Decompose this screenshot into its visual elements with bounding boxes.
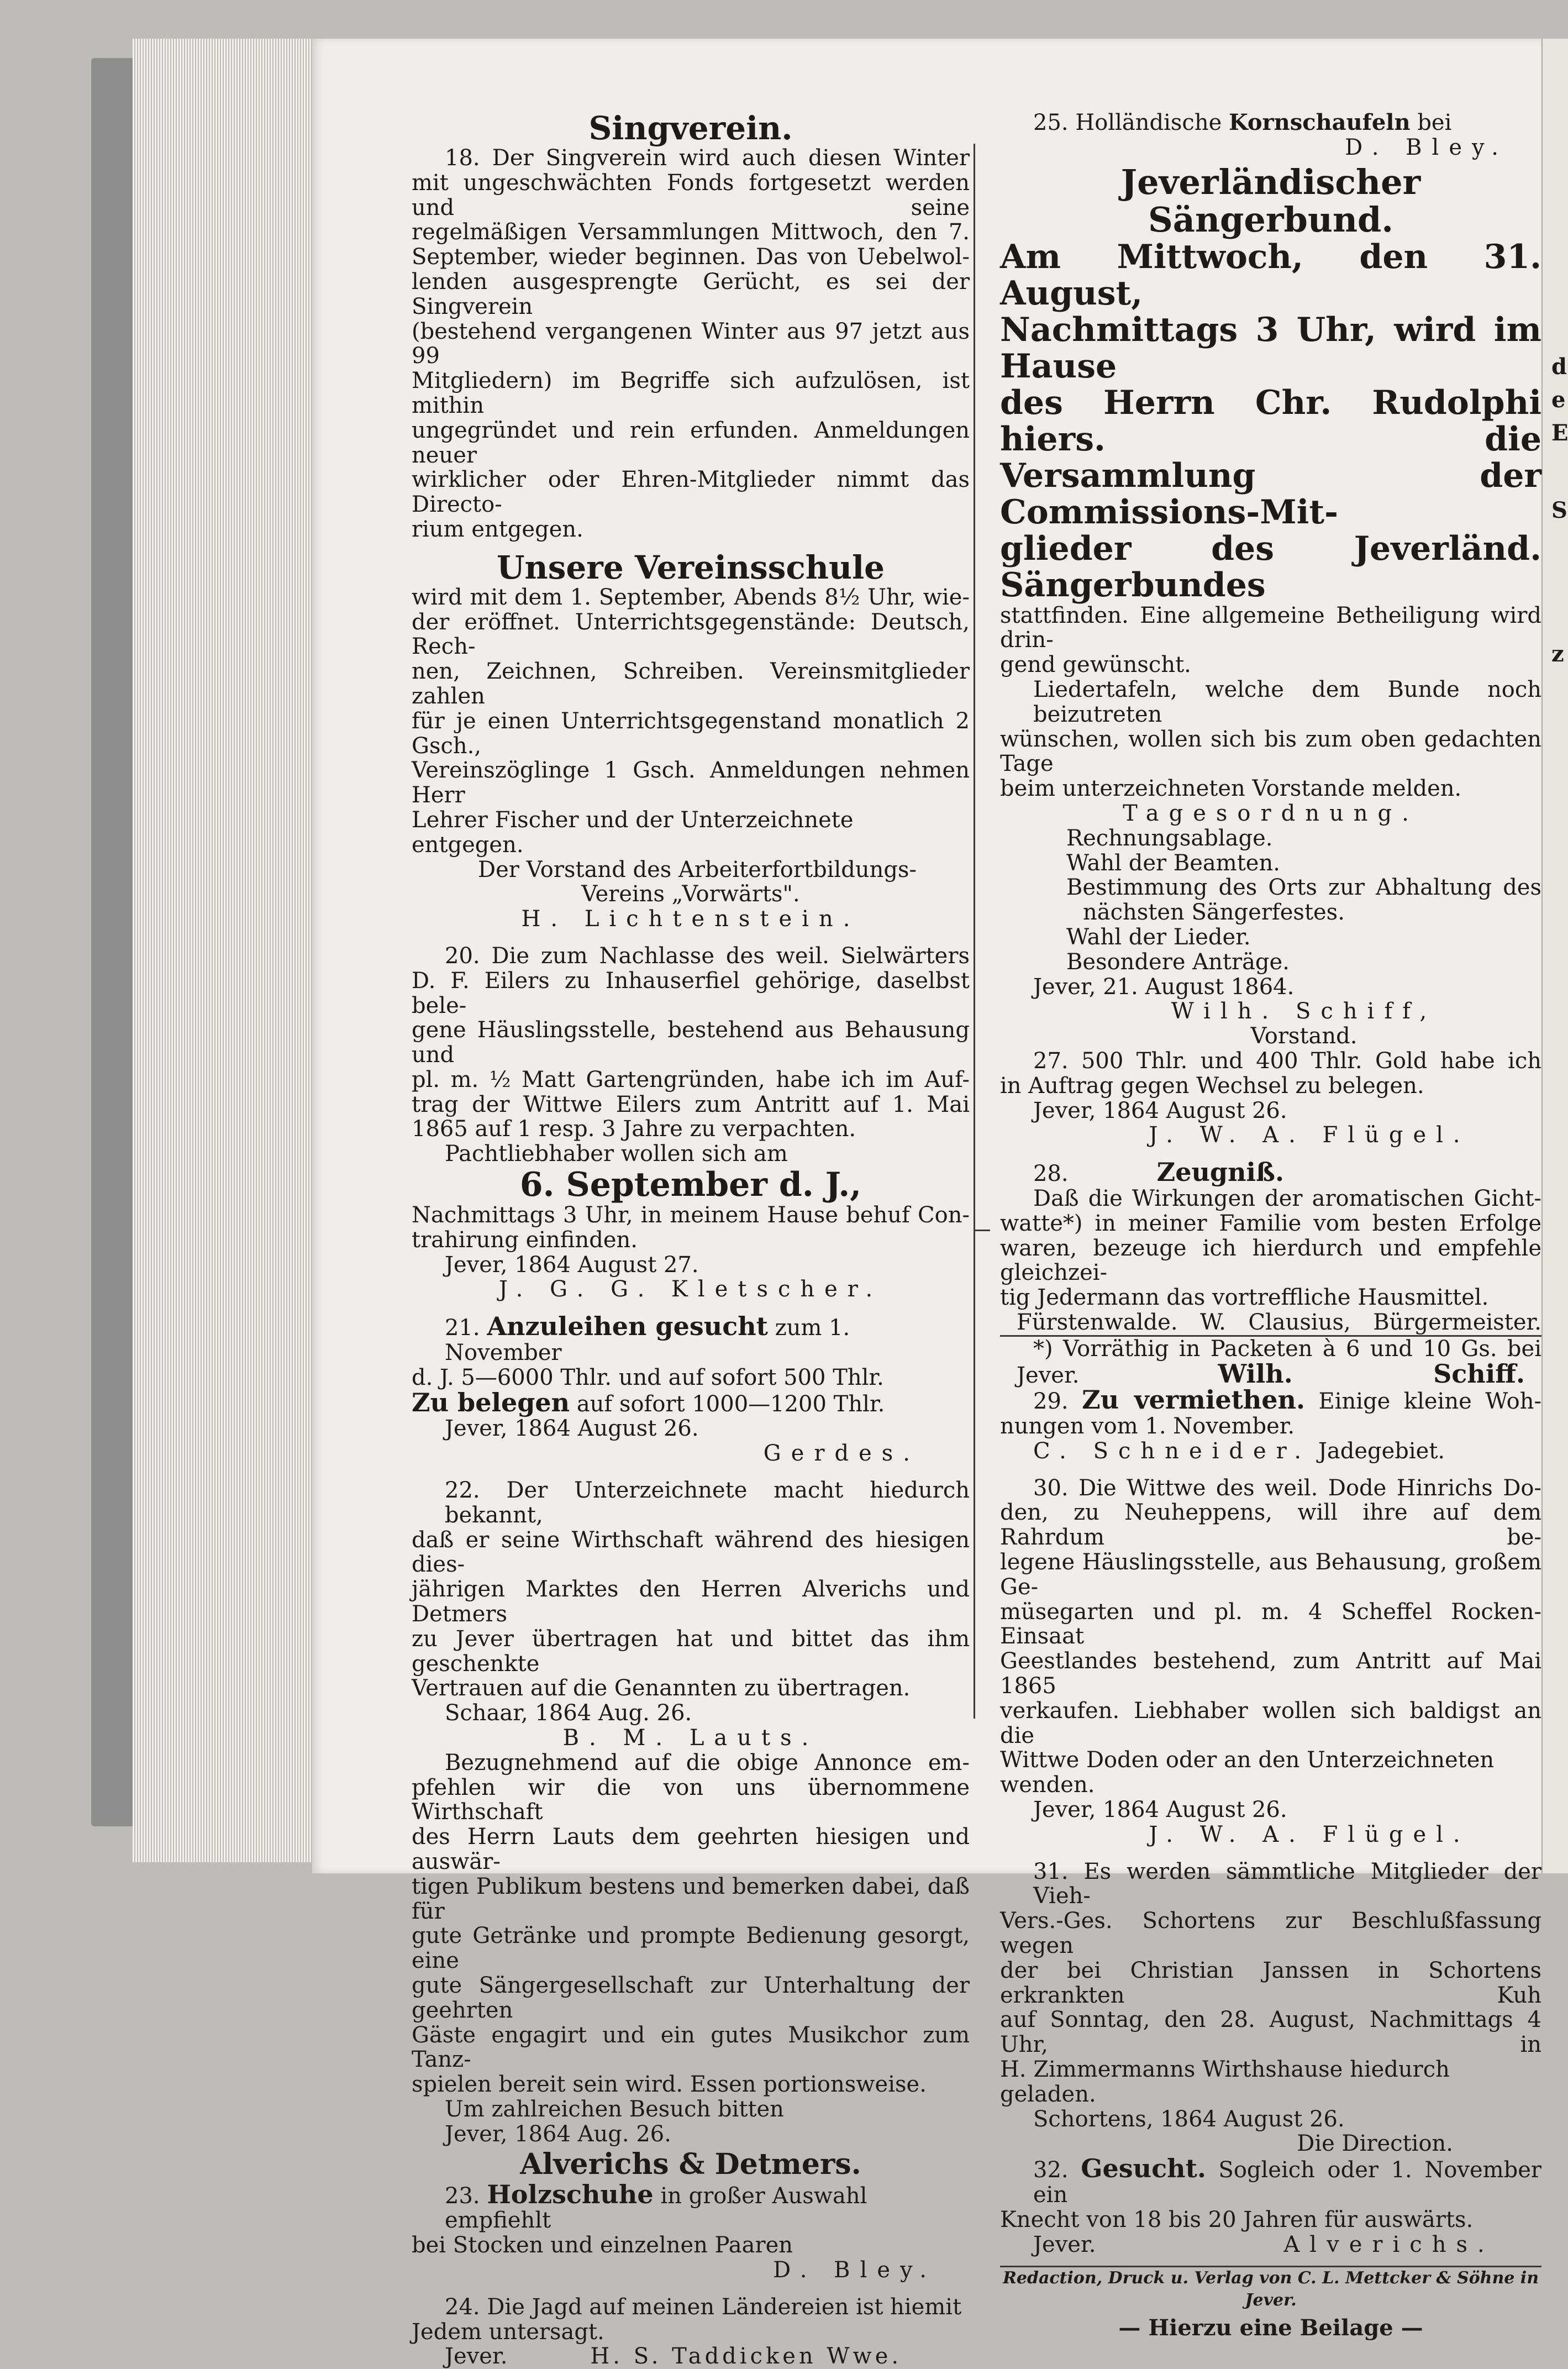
text-line: gene Häuslingsstelle, bestehend aus Behausung und (412, 1017, 970, 1068)
text-line: auf Sonntag, den 28. August, Nachmittags 4 Uhr, in (1000, 2007, 1541, 2058)
text-line: 24. Die Jagd auf meinen Ländereien ist hiemit (445, 2294, 962, 2320)
text-line: den, zu Neuheppens, will ihre auf dem Rahrdum be- (1000, 1500, 1541, 1551)
signature-name: J. W. A. Flügel. (1149, 1122, 1470, 1148)
signature-name: B. M. Lauts. (562, 1725, 819, 1751)
text-line: in großer Auswahl empfiehlt (445, 2183, 867, 2234)
text-line: 1865 auf 1 resp. 3 Jahre zu verpachten. (412, 1116, 856, 1142)
text-line: ungegründet und rein erfunden. Anmeldungen neuer (412, 417, 970, 468)
text-line: watte*) in meiner Familie vom besten Erfolge (1000, 1210, 1541, 1236)
text-line: Lehrer Fischer und der Unterzeichnete entgegen. (412, 807, 854, 858)
big-text-line: Am Mittwoch, den 31. August, (1000, 237, 1541, 313)
text-line: der bei Christian Janssen in Schortens erkrankten Kuh (1000, 1957, 1541, 2008)
edge-letter: S (1551, 497, 1567, 523)
divider-tick (974, 1230, 990, 1231)
ad-heading: Zeugniß. (1156, 1157, 1284, 1188)
signature-role: Vorstand. (1250, 1023, 1357, 1049)
text-line: Sogleich oder 1. November ein (1033, 2157, 1542, 2208)
ad-number: 21. (445, 1315, 480, 1341)
ad-heading: Anzuleihen gesucht (487, 1311, 768, 1342)
right-column (1000, 111, 1541, 2345)
signature-name: W. Clausius, Bürgermeister. (1200, 1309, 1541, 1335)
signature-name: Wilh. Schiff. (1218, 1358, 1525, 1389)
agenda-item: Rechnungsablage. (1066, 825, 1273, 851)
signature-name: J. G. G. Kletscher. (498, 1277, 883, 1302)
text-line: bei Stocken und einzelnen Paaren (412, 2233, 793, 2258)
left-column (412, 111, 970, 2369)
text-line: d. J. 5—6000 Thlr. und auf sofort 500 Thlr. (412, 1364, 884, 1390)
text-line: trahirung einfinden. (412, 1227, 638, 1253)
imprint: Redaction, Druck u. Verlag von C. L. Mettcker & Söhne in Jever. (1002, 2268, 1539, 2310)
text-line: müsegarten und pl. m. 4 Scheffel Rocken-Einsaat (1000, 1599, 1541, 1650)
ad-date-heading: 6. September d. J., (519, 1165, 862, 1205)
page-edges (133, 39, 315, 1862)
text-line: tig Jedermann das vortreffliche Hausmittel. (1000, 1285, 1489, 1311)
text-line: Jedem untersagt. (412, 2319, 604, 2345)
ad-heading: Gesucht. (1081, 2153, 1206, 2184)
text-line: (bestehend vergangenen Winter aus 97 jetzt aus 99 (412, 318, 970, 369)
text-line: nungen vom 1. November. (1000, 1414, 1295, 1440)
place-date: Jever. (445, 2344, 508, 2369)
text-line: Nachmittags 3 Uhr, in meinem Hause behuf Con- (412, 1202, 970, 1228)
text-line: in Auftrag gegen Wechsel zu belegen. (1000, 1073, 1424, 1099)
text-line: für je einen Unterrichtsgegenstand monatlich 2 Gsch., (412, 708, 970, 759)
place-date: Schaar, 1864 Aug. 26. (445, 1700, 692, 1726)
place-date: Jever, 1864 Aug. 26. (445, 2121, 671, 2147)
text-line: tigen Publikum bestens und bemerken dabei, daß für (412, 1873, 970, 1924)
text-line: nen, Zeichnen, Schreiben. Vereinsmitglieder zahlen (412, 659, 970, 709)
text-line: Einige kleine Woh- (1318, 1389, 1542, 1415)
big-text-line: des Herrn Chr. Rudolphi hiers. die (1000, 383, 1541, 459)
big-text-line: Versammlung der Commissions-Mit- (1000, 456, 1541, 532)
signature-name: D. Bley. (1345, 134, 1508, 160)
ad-number: 29. (1033, 1389, 1069, 1415)
place-date: Jever, 1864 August 26. (1033, 1797, 1287, 1823)
text-line: lenden ausgesprengte Gerücht, es sei der Singverein (412, 269, 970, 319)
text-line: spielen bereit sein wird. Essen portionsweise. (412, 2072, 927, 2098)
text-line: 18. Der Singverein wird auch diesen Winter (445, 145, 970, 171)
text-line: 25. Holländische (1033, 110, 1222, 135)
text-line: pl. m. ½ Matt Gartengründen, habe ich im Auf- (412, 1067, 970, 1092)
text-line: 30. Die Wittwe des weil. Dode Hinrichs Do- (1033, 1475, 1541, 1501)
text-line: regelmäßigen Versammlungen Mittwoch, den 7. (412, 219, 970, 245)
text-line: legene Häuslingsstelle, aus Behausung, großem Ge- (1000, 1549, 1541, 1600)
place-date: Jever, 1864 August 26. (1033, 1097, 1287, 1123)
text-line: wünschen, wollen sich bis zum oben gedachten Tage (1000, 726, 1541, 777)
signature-name: D. Bley. (773, 2257, 936, 2283)
edge-letter: e (1551, 387, 1566, 413)
text-line: Vers.-Ges. Schortens zur Beschlußfassung wegen (1000, 1908, 1541, 1959)
agenda-item: Besondere Anträge. (1066, 949, 1290, 975)
text-line: 27. 500 Thlr. und 400 Thlr. Gold habe ich (1033, 1048, 1541, 1074)
text-line: Daß die Wirkungen der aromatischen Gicht- (1033, 1185, 1541, 1211)
text-line: jährigen Marktes den Herren Alverichs und Detmers (412, 1577, 970, 1627)
text-line: beim unterzeichneten Vorstande melden. (1000, 776, 1462, 802)
ad-heading: Holzschuhe (487, 2179, 654, 2209)
text-line: gute Getränke und prompte Bedienung gesorgt, eine (412, 1923, 970, 1974)
agenda-item: Wahl der Lieder. (1066, 924, 1251, 950)
column-divider (974, 144, 975, 1719)
text-line: daß er seine Wirthschaft während des hiesigen dies- (412, 1527, 970, 1578)
text-line: zu Jever übertragen hat und bittet das ihm geschenkte (412, 1626, 970, 1677)
text-line: gute Sängergesellschaft zur Unterhaltung der geehrten (412, 1972, 970, 2023)
place-date: Jever, 1864 August 26. (445, 1416, 699, 1442)
agenda-item: Wahl der Beamten. (1066, 850, 1280, 876)
signature-name: J. W. A. Flügel. (1149, 1821, 1470, 1847)
text-line: Vereinszöglinge 1 Gsch. Anmeldungen nehmen Herr (412, 758, 970, 808)
text-line: Geestlandes bestehend, zum Antritt auf Mai 1865 (1000, 1648, 1541, 1699)
text-line: trag der Wittwe Eilers zum Antritt auf 1. Mai (412, 1091, 970, 1117)
text-line: Pachtliebhaber wollen sich am (445, 1141, 788, 1167)
agenda-item: nächsten Sängerfestes. (1083, 900, 1345, 926)
agenda-item: Bestimmung des Orts zur Abhaltung des (1066, 875, 1541, 901)
next-page-edge (1541, 39, 1568, 1873)
text-line: Wittwe Doden oder an den Unterzeichneten wenden. (1000, 1747, 1495, 1798)
place-date: Schortens, 1864 August 26. (1033, 2106, 1345, 2132)
text-line: des Herrn Lauts dem geehrten hiesigen und auswär- (412, 1824, 970, 1874)
text-line: gend gewünscht. (1000, 652, 1191, 678)
text-line: Liedertafeln, welche dem Bunde noch beizutreten (1033, 676, 1541, 727)
text-line: auf sofort 1000—1200 Thlr. (576, 1391, 885, 1417)
text-line: wirklicher oder Ehren-Mitglieder nimmt das Directo- (412, 467, 970, 518)
ad-number: 23. (445, 2183, 480, 2209)
text-line: pfehlen wir die von uns übernommene Wirthschaft (412, 1774, 970, 1825)
ad-heading: Singverein. (588, 109, 793, 147)
edge-letter: z (1551, 641, 1564, 667)
text-line: stattfinden. Eine allgemeine Betheiligung wird drin- (1000, 602, 1541, 653)
text-line: mit ungeschwächten Fonds fortgesetzt werden und seine (412, 170, 970, 220)
text-line: Um zahlreichen Besuch bitten (445, 2096, 784, 2122)
ad-number: 32. (1033, 2157, 1069, 2183)
agenda-heading: Tagesordnung. (1123, 800, 1419, 826)
text-line: 31. Es werden sämmtliche Mitglieder der Vieh- (1033, 1858, 1541, 1909)
signature-line: Der Vorstand des Arbeiterfortbildungs- (478, 857, 917, 883)
ad-heading: Kornschaufeln (1228, 109, 1411, 135)
text-line: wird mit dem 1. September, Abends 8½ Uhr, wie- (412, 584, 970, 610)
signature-line: Vereins „Vorwärts". (581, 881, 800, 907)
signature-name: Die Direction. (1297, 2131, 1453, 2157)
signature-name: C. Schneider. (1033, 1438, 1312, 1464)
text-line: Gäste engagirt und ein gutes Musikchor zum Tanz- (412, 2022, 970, 2073)
big-text-line: Nachmittags 3 Uhr, wird im Hause (1000, 310, 1541, 386)
text-line: 20. Die zum Nachlasse des weil. Sielwärters (445, 943, 970, 969)
text-line: rium entgegen. (412, 516, 583, 542)
text-line: Knecht von 18 bis 20 Jahren für auswärts. (1000, 2207, 1474, 2233)
signature-name: Wilh. Schiff, (1171, 999, 1437, 1025)
place-date: Jever. (1033, 2231, 1096, 2257)
text-line: Vertrauen auf die Genannten zu übertragen. (412, 1675, 911, 1701)
signature-name: H. S. Taddicken Wwe. (590, 2344, 902, 2369)
text-line: Mitgliedern) im Begriffe sich aufzulösen, ist mithin (412, 368, 970, 418)
ad-heading: Zu vermiethen. (1082, 1385, 1306, 1415)
ad-heading: Unsere Vereinsschule (496, 548, 885, 586)
text-line: 22. Der Unterzeichnete macht hiedurch bekannt, (445, 1478, 970, 1528)
place-date: Jadegebiet. (1318, 1438, 1445, 1464)
footnote-line: *) Vorräthig in Packeten à 6 und 10 Gs. bei (1033, 1336, 1541, 1362)
text-line: bei (1417, 110, 1452, 135)
signature-name: Alverichs. (1283, 2231, 1495, 2257)
ad-heading: Zu belegen (412, 1387, 570, 1417)
ad-number: 28. (1033, 1161, 1069, 1187)
ad-heading: Jeverländischer Sängerbund. (1120, 161, 1421, 240)
place-date: Jever, 1864 August 27. (445, 1252, 699, 1278)
text-line: Bezugnehmend auf die obige Annonce em- (445, 1750, 970, 1776)
signature-heading: Alverichs & Detmers. (520, 2147, 861, 2181)
text-line: verkaufen. Liebhaber wollen sich baldigst an die (1000, 1698, 1541, 1748)
text-line: D. F. Eilers zu Inhauserfiel gehörige, daselbst bele- (412, 968, 970, 1018)
text-line: H. Zimmermanns Wirthshause hiedurch geladen. (1000, 2057, 1450, 2107)
signature-name: Gerdes. (763, 1441, 920, 1467)
supplement-note: — Hierzu eine Beilage — (1118, 2315, 1423, 2341)
big-text-line: glieder des Jeverländ. Sängerbundes (1000, 529, 1541, 605)
text-line: waren, bezeuge ich hierdurch und empfehle gleichzei- (1000, 1235, 1541, 1286)
place-date: Fürstenwalde. (1017, 1309, 1178, 1335)
place-date: Jever, 21. August 1864. (1033, 974, 1295, 1000)
text-line: zum 1. November (445, 1315, 850, 1366)
edge-letter: d (1551, 354, 1567, 380)
text-line: der eröffnet. Unterrichtsgegenstände: Deutsch, Rech- (412, 609, 970, 660)
text-line: September, wieder beginnen. Das von Uebelwol- (412, 244, 970, 270)
place-date: Jever. (1017, 1362, 1080, 1388)
edge-letter: E (1551, 420, 1568, 446)
signature-name: H. Lichtenstein. (521, 906, 860, 932)
